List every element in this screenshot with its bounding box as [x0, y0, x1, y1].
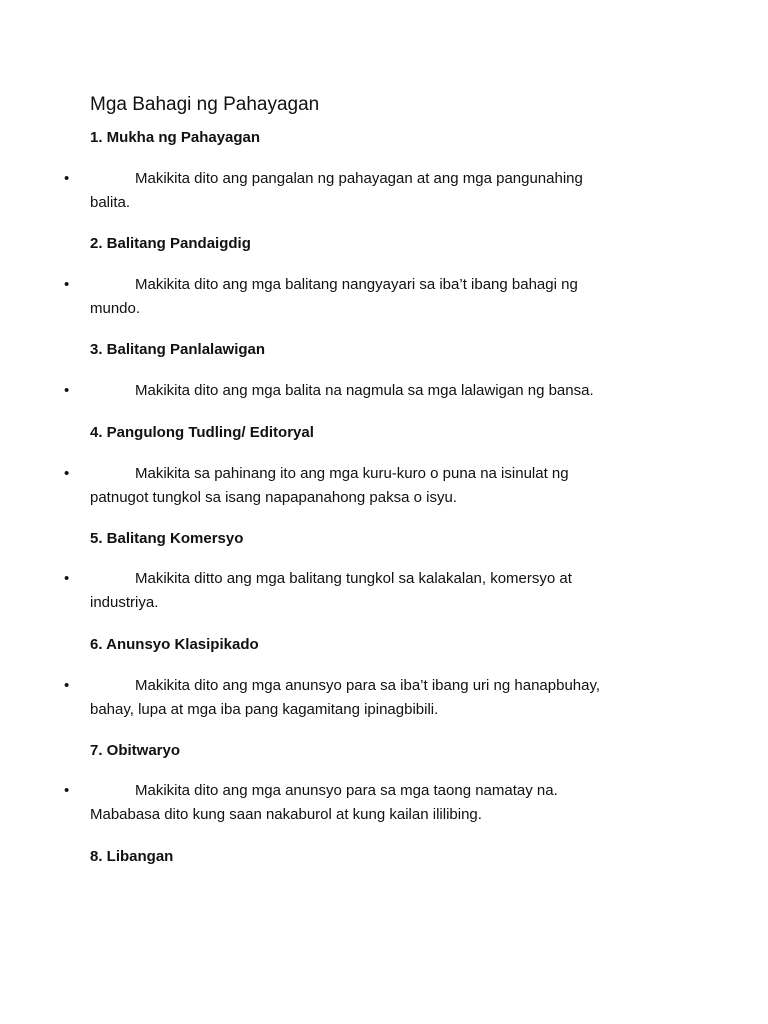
- section-text-5: Makikita ditto ang mga balitang tungkol sa kalakalan, komersyo at industriya.: [90, 570, 572, 611]
- section-heading-8: 8. Libangan: [90, 848, 174, 865]
- document-title: Mga Bahagi ng Pahayagan: [90, 94, 320, 115]
- section-text-6: Makikita dito ang mga anunsyo para sa iba’t ibang uri ng hanapbuhay, bahay, lupa at mga iba pang kagamitang ipinagbibili.: [90, 677, 601, 718]
- section-heading-5: 5. Balitang Komersyo: [90, 530, 244, 547]
- section-heading-7: 7. Obitwaryo: [90, 742, 181, 759]
- section-item-3: [64, 379, 690, 403]
- section-item-5: [64, 567, 690, 615]
- section-heading-2: 2. Balitang Pandaigdig: [90, 235, 251, 252]
- bullet-icon: •: [64, 382, 70, 399]
- section-heading-1: 1. Mukha ng Pahayagan: [90, 129, 261, 146]
- section-heading-3: 3. Balitang Panlalawigan: [90, 341, 266, 358]
- section-item-7: [64, 779, 690, 827]
- section-text-7: Makikita dito ang mga anunsyo para sa mga taong namatay na. Mababasa dito kung saan nakaburol at kung kailan ililibing.: [90, 782, 558, 823]
- section-text-2: Makikita dito ang mga balitang nangyayari sa iba’t ibang bahagi ng mundo.: [90, 276, 578, 317]
- section-heading-6: 6. Anunsyo Klasipikado: [90, 636, 259, 653]
- section-text-4: Makikita sa pahinang ito ang mga kuru-kuro o puna na isinulat ng patnugot tungkol sa isang napapanahong paksa o isyu.: [90, 465, 569, 506]
- bullet-icon: •: [64, 170, 70, 187]
- section-text-3: Makikita dito ang mga balita na nagmula sa mga lalawigan ng bansa.: [135, 382, 594, 399]
- section-item-6: [64, 674, 690, 722]
- bullet-icon: •: [64, 782, 70, 799]
- bullet-icon: •: [64, 276, 70, 293]
- bullet-icon: •: [64, 465, 70, 482]
- section-item-1: [64, 167, 690, 215]
- section-item-4: [64, 462, 690, 510]
- section-item-2: [64, 273, 690, 321]
- bullet-icon: •: [64, 677, 70, 694]
- section-text-1: Makikita dito ang pangalan ng pahayagan at ang mga pangunahing balita.: [90, 170, 583, 211]
- section-heading-4: 4. Pangulong Tudling/ Editoryal: [90, 424, 314, 441]
- bullet-icon: •: [64, 570, 70, 587]
